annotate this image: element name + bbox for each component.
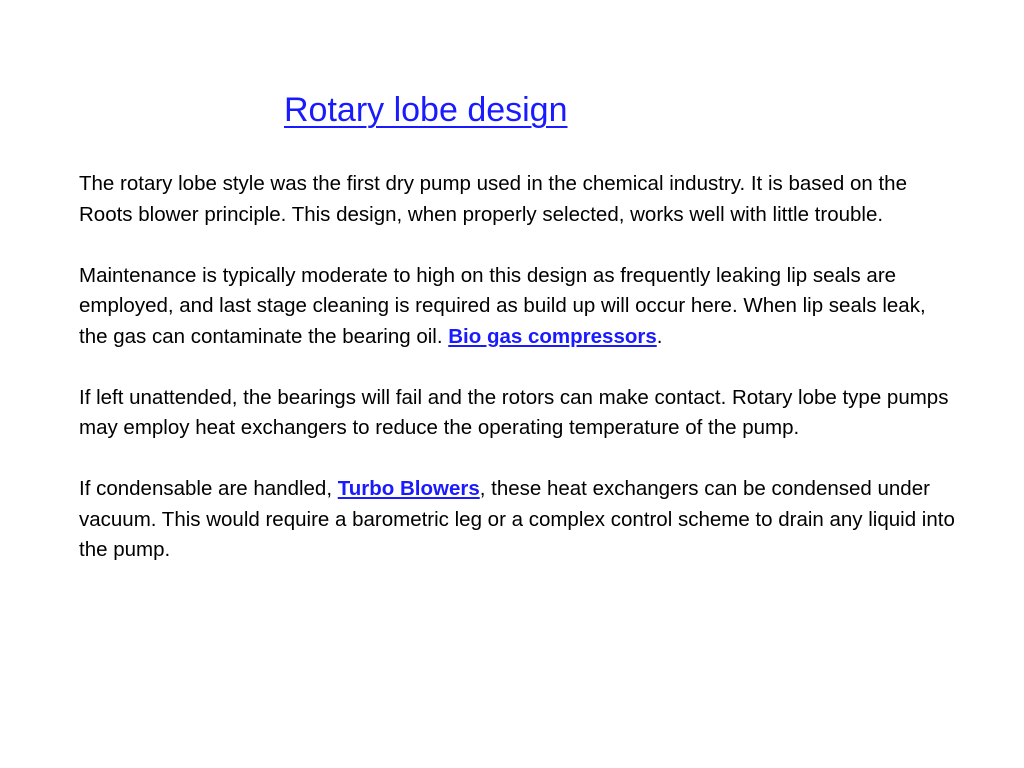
bio-gas-compressors-link[interactable]: Bio gas compressors — [448, 324, 657, 348]
paragraph-condensable-text: If condensable are handled, — [79, 477, 338, 500]
paragraph-condensable — [79, 474, 959, 566]
paragraph-maintenance-end: . — [656, 324, 663, 348]
paragraph-maintenance-text: Maintenance is typically moderate to high on this design as frequently leaking lip seals are employed, and last stage cleaning is required as build up will occur here. When lip seals leak, the gas can contaminate the bearing oil. — [79, 263, 926, 348]
turbo-blowers-link[interactable]: Turbo Blowers — [337, 477, 480, 500]
paragraph-bearings: If left unattended, the bearings will fail and the rotors can make contact. Rotary lobe type pumps may employ heat exchangers to reduce the operating temperature of the pump. — [79, 385, 949, 439]
paragraph-condensable-end: , these heat exchangers can be condensed under vacuum. This would require a barometric leg or a complex control scheme to drain any liquid into the pump. — [79, 477, 955, 561]
page-title-link[interactable]: Rotary lobe design — [284, 91, 568, 129]
paragraph-maintenance — [79, 261, 959, 353]
slide-body — [79, 169, 959, 596]
paragraph-intro: The rotary lobe style was the first dry pump used in the chemical industry. It is based on the Roots blower principle. This design, when properly selected, works well with little trouble. — [79, 172, 907, 226]
